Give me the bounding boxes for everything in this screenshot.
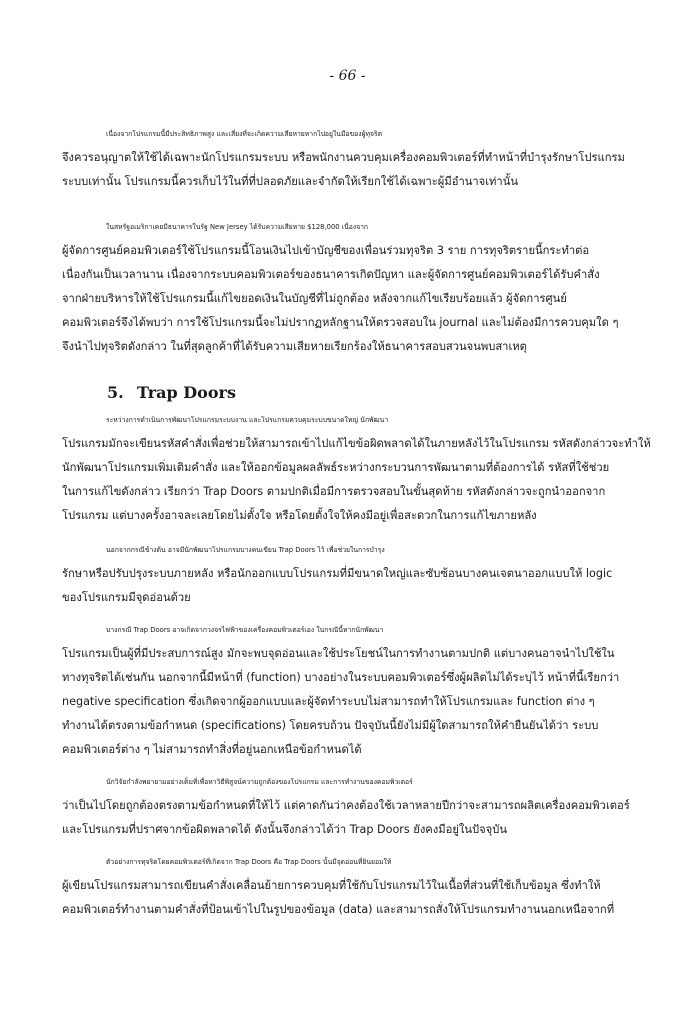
text-line: นอกจากกรณีข้างต้น อาจมีนักพัฒนาโปรแกรมบางคนเขียน Trap Doors ไว้ เพื่อช่วยในการบำรุง [106, 546, 385, 554]
text-line: จากฝ่ายบริหารให้ใช้โปรแกรมนี้แก้ไขยอดเงินในบัญชีที่ไม่ถูกต้อง หลังจากแก้ไขเรียบร้อยแล้ว ผู้จัดการศูนย์ [62, 292, 567, 305]
text-line: คอมพิวเตอร์ทำงานตามคำสั่งที่ป้อนเข้าไปในรูปของข้อมูล (data) และสามารถสั่งให้โปรแกรมทำงานนอกเหนือจากที่ [62, 903, 615, 916]
text-line: ทางทุจริตได้เช่นกัน นอกจากนี้มีหน้าที่ (function) บางอย่างในระบบคอมพิวเตอร์ซึ่งผู้ผลิตไม่ได้ระบุไว้ หน้าที่นี้เรียกว่า [62, 671, 620, 684]
text-line: ตัวอย่างการทุจริตโดยคอมพิวเตอร์ที่เกิดจาก Trap Doors คือ Trap Doors นั้นมีจุดอ่อนที่ยินยอมให้ [106, 858, 392, 866]
text-line: เนื่องกันเป็นเวลานาน เนื่องจากระบบคอมพิวเตอร์ของธนาคารเกิดปัญหา และผู้จัดการศูนย์คอมพิวเตอร์ได้รับคำสั่ง [62, 268, 600, 281]
paragraph-program-risk [62, 122, 652, 194]
text-line: และโปรแกรมที่ปราศจากข้อผิดพลาดได้ ดังนั้นจึงกล่าวได้ว่า Trap Doors ยังคงมีอยู่ในปัจจุบัน [62, 823, 507, 836]
text-line: นักพัฒนาโปรแกรมเพิ่มเติมคำสั่ง และให้ออกข้อมูลผลลัพธ์ระหว่างกระบวนการพัฒนาตามที่ต้องการได้ รหัสที่ใช้ช่วย [62, 461, 610, 474]
text-line: จึงนำไปทุจริตดังกล่าว ในที่สุดลูกค้าที่ได้รับความเสียหายเรียกร้องให้ธนาคารสอบสวนจนพบสาเหตุ [62, 340, 527, 353]
text-line: ทำงานได้ตรงตามข้อกำหนด (specifications) โดยครบถ้วน ปัจจุบันนี้ยังไม่มีผู้ใดสามารถให้คำยืนยันได้ว่า ระบบ [62, 719, 599, 732]
text-line: คอมพิวเตอร์ต่าง ๆ ไม่สามารถทำสิ่งที่อยู่นอกเหนือข้อกำหนดได้ [62, 743, 362, 756]
text-line: คอมพิวเตอร์จึงได้พบว่า การใช้โปรแกรมนี้จะไม่ปรากฏหลักฐานให้ตรวจสอบใน journal และไม่ต้องมีการควบคุมใด ๆ [62, 316, 619, 329]
section-title: Trap Doors [137, 383, 236, 402]
paragraph-research [62, 770, 652, 842]
paragraph-fraud-example [62, 850, 652, 922]
section-number: 5. [107, 383, 124, 402]
paragraph-intentional-trap-doors [62, 538, 652, 610]
paragraph-new-jersey-case [62, 215, 652, 359]
paragraph-trap-doors-intro [62, 408, 652, 528]
text-line: ผู้เขียนโปรแกรมสามารถเขียนคำสั่งเคลื่อนย้ายการควบคุมที่ใช้กับโปรแกรมไว้ในเนื้อที่ส่วนที่ใช้เก็บข้อมูล ซึ่งทำให้ [62, 879, 601, 892]
text-line: ของโปรแกรมมีจุดอ่อนด้วย [62, 591, 191, 604]
text-line: โปรแกรม แต่บางครั้งอาจละเลยโดยไม่ตั้งใจ หรือโดยตั้งใจให้คงมีอยู่เพื่อสะดวกในการแก้ไขภายหลัง [62, 509, 537, 522]
text-line: เนื่องจากโปรแกรมนี้มีประสิทธิภาพสูง และเสี่ยงที่จะเกิดความเสียหายหากไปอยู่ในมือของผู้ทุจริต [106, 130, 383, 138]
text-line: ในสหรัฐอเมริกาเคยมีธนาคารในรัฐ New Jersey ได้รับความเสียหาย $128,000 เนื่องจาก [106, 223, 369, 231]
text-line: บางกรณี Trap Doors อาจเกิดจากวงจรไฟฟ้าของเครื่องคอมพิวเตอร์เอง ในกรณีนี้หากนักพัฒนา [106, 626, 384, 634]
text-line: ระบบเท่านั้น โปรแกรมนี้ควรเก็บไว้ในที่ที่ปลอดภัยและจำกัดให้เรียกใช้ได้เฉพาะผู้มีอำนาจเท่านั้น [62, 175, 518, 188]
text-line: จึงควรอนุญาตให้ใช้ได้เฉพาะนักโปรแกรมระบบ หรือพนักงานควบคุมเครื่องคอมพิวเตอร์ที่ทำหน้าที่บำรุงรักษาโปรแกรม [62, 151, 625, 164]
text-line: negative specification ซึ่งเกิดจากผู้ออกแบบและผู้จัดทำระบบไม่สามารถทำให้โปรแกรมและ function ต่าง ๆ [62, 695, 595, 708]
text-line: ระหว่างการดำเนินการพัฒนาโปรแกรมระบบงาน และโปรแกรมควบคุมระบบขนาดใหญ่ นักพัฒนา [106, 416, 389, 424]
text-line: ผู้จัดการศูนย์คอมพิวเตอร์ใช้โปรแกรมนี้โอนเงินไปเข้าบัญชีของเพื่อนร่วมทุจริต 3 ราย การทุจริตรายนี้กระทำต่อ [62, 244, 590, 257]
page-number: - 66 - [329, 68, 366, 84]
text-line: ในการแก้ไขดังกล่าว เรียกว่า Trap Doors ตามปกติเมื่อมีการตรวจสอบในขั้นสุดท้าย รหัสดังกล่าวจะถูกนำออกจาก [62, 485, 606, 498]
text-line: โปรแกรมมักจะเขียนรหัสคำสั่งเพื่อช่วยให้สามารถเข้าไปแก้ไขข้อผิดพลาดได้ในภายหลังไว้ในโปรแกรม รหัสดังกล่าวจะทำให้ [62, 437, 651, 450]
section-heading [107, 383, 236, 402]
text-line: ว่าเป็นไปโดยถูกต้องตรงตามข้อกำหนดที่ให้ไว้ แต่คาดกันว่าคงต้องใช้เวลาหลายปีกว่าจะสามารถผลิตเครื่องคอมพิวเตอร์ [62, 799, 630, 812]
text-line: รักษาหรือปรับปรุงระบบภายหลัง หรือนักออกแบบโปรแกรมที่มีขนาดใหญ่และซับซ้อนบางคนเจตนาออกแบบให้ logic [62, 567, 613, 580]
text-line: นักวิจัยกำลังพยายามอย่างเต็มที่เพื่อหาวิธีพิสูจน์ความถูกต้องของโปรแกรม และการทำงานของคอมพิวเตอร์ [106, 778, 413, 786]
paragraph-hardware-trap-doors [62, 618, 652, 762]
text-line: โปรแกรมเป็นผู้ที่มีประสบการณ์สูง มักจะพบจุดอ่อนและใช้ประโยชน์ในการทำงานตามปกติ แต่บางคนอาจนำไปใช้ใน [62, 647, 615, 660]
